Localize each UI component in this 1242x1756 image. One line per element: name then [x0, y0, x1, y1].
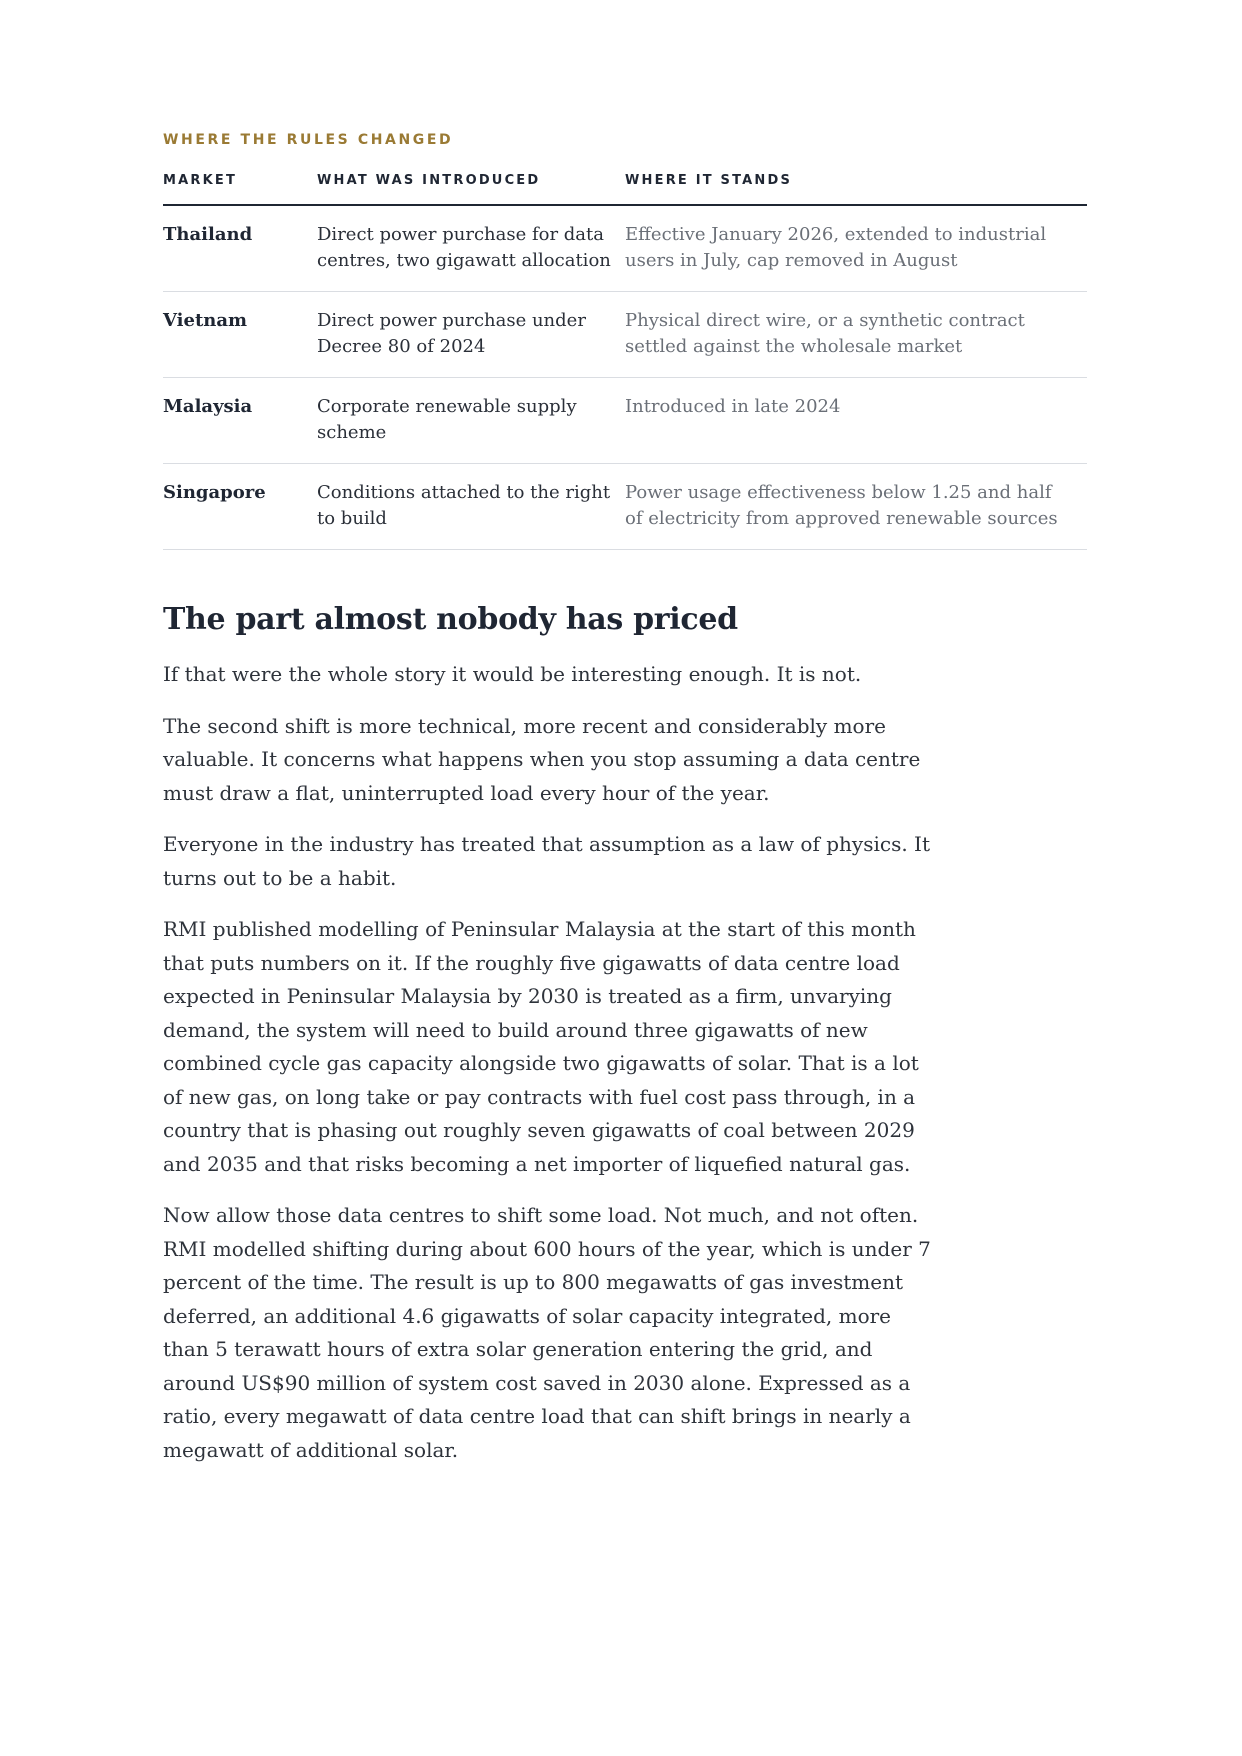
- introduced-cell: Conditions attached to the right to build: [317, 464, 625, 550]
- status-cell: Power usage effectiveness below 1.25 and half of electricity from approved renewable sources: [625, 464, 1087, 550]
- body-paragraph: If that were the whole story it would be interesting enough. It is not.: [163, 662, 862, 686]
- body-paragraph: RMI published modelling of Peninsular Malaysia at the start of this month that puts numbers on it. If the roughly five gigawatts of data centre load expected in Peninsular Malaysia by 2030 is treated as a firm, unvarying demand, the system will need to build around three gigawatts of new combined cycle gas capacity alongside two gigawatts of solar. That is a lot of new gas, on long take or pay contracts with fuel cost pass through, in a country that is phasing out roughly seven gigawatts of coal between 2029 and 2035 and that risks becoming a net importer of liquefied natural gas.: [163, 917, 919, 1176]
- market-cell: Malaysia: [163, 378, 317, 464]
- status-cell: Introduced in late 2024: [625, 378, 1087, 464]
- table-caption: WHERE THE RULES CHANGED: [163, 132, 454, 148]
- market-cell: Singapore: [163, 464, 317, 550]
- status-cell: Effective January 2026, extended to industrial users in July, cap removed in August: [625, 205, 1087, 292]
- status-cell: Physical direct wire, or a synthetic contract settled against the wholesale market: [625, 292, 1087, 378]
- document-page: [163, 130, 1087, 1485]
- market-cell: Thailand: [163, 205, 317, 292]
- body-paragraph: The second shift is more technical, more recent and considerably more valuable. It concerns what happens when you stop assuming a data centre must draw a flat, uninterrupted load every hour of the year.: [163, 713, 921, 805]
- column-header-introduced: WHAT WAS INTRODUCED: [317, 172, 625, 205]
- table-row: [163, 464, 1087, 550]
- market-cell: Vietnam: [163, 292, 317, 378]
- table-row: [163, 292, 1087, 378]
- column-header-market: MARKET: [163, 172, 317, 205]
- body-paragraph: Now allow those data centres to shift some load. Not much, and not often. RMI modelled shifting during about 600 hours of the year, which is under 7 percent of the time. The result is up to 800 megawatts of gas investment deferred, an additional 4.6 gigawatts of solar capacity integrated, more than 5 terawatt hours of extra solar generation entering the grid, and around US$90 million of system cost saved in 2030 alone. Expressed as a ratio, every megawatt of data centre load that can shift brings in nearly a megawatt of additional solar.: [163, 1203, 931, 1462]
- introduced-cell: Direct power purchase under Decree 80 of 2024: [317, 292, 625, 378]
- table-row: [163, 378, 1087, 464]
- table-row: [163, 205, 1087, 292]
- body-paragraph: Everyone in the industry has treated that assumption as a law of physics. It turns out to be a habit.: [163, 832, 930, 890]
- section-heading: The part almost nobody has priced: [163, 602, 738, 637]
- rules-table: [163, 172, 1087, 550]
- table-header-row: [163, 172, 1087, 205]
- article-body: [163, 658, 1087, 1467]
- introduced-cell: Corporate renewable supply scheme: [317, 378, 625, 464]
- introduced-cell: Direct power purchase for data centres, two gigawatt allocation: [317, 205, 625, 292]
- column-header-stands: WHERE IT STANDS: [625, 172, 1087, 205]
